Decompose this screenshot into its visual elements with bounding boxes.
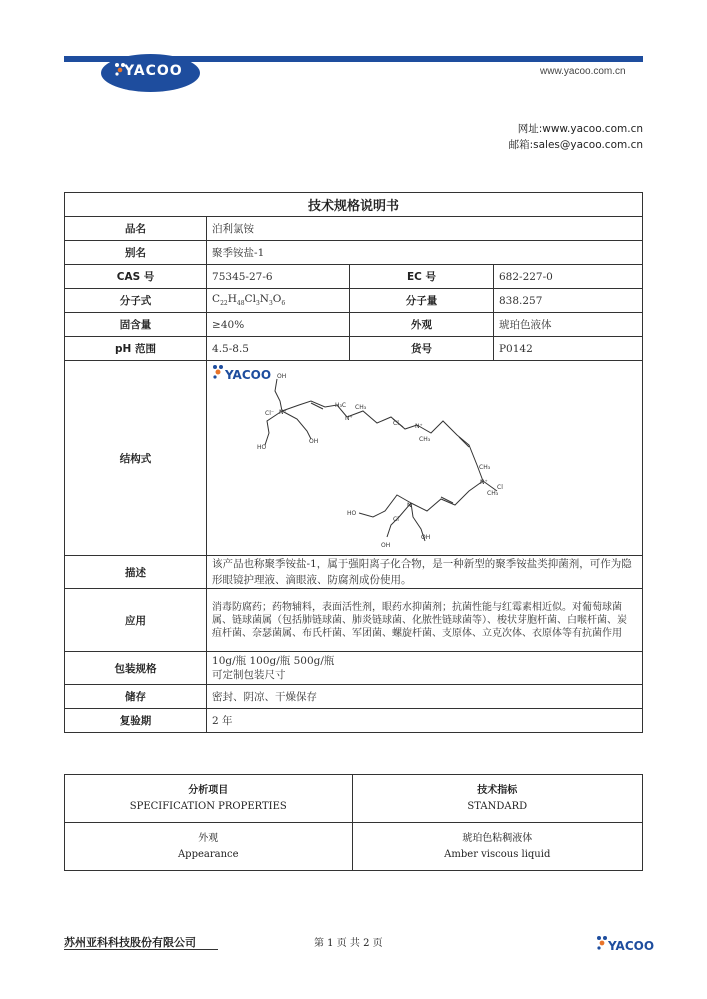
cas-value: 75345-27-6: [207, 265, 350, 289]
analysis-header-2: [352, 775, 642, 823]
row1-std-en: Amber viscous liquid: [444, 848, 551, 860]
retest-value: 2 年: [207, 709, 643, 733]
ho-label-1: HO: [257, 444, 267, 451]
nplus-label-2: N⁺: [345, 415, 353, 422]
appearance-value: 琥珀色液体: [493, 313, 642, 337]
oh-label-3: OH: [421, 534, 431, 541]
alias-label: 别名: [65, 241, 207, 265]
col1-en: SPECIFICATION PROPERTIES: [129, 800, 287, 812]
svg-text:YACOO: YACOO: [608, 939, 655, 953]
name-label: 品名: [65, 217, 207, 241]
structure-logo: [213, 365, 271, 382]
cl-label-2: Cl: [393, 420, 399, 427]
cas-label: CAS 号: [65, 265, 207, 289]
col2-cn: 技术指标: [477, 784, 518, 796]
ph-label: pH 范围: [65, 337, 207, 361]
footer-underline: [64, 949, 218, 950]
name-value: 泊利氯铵: [207, 217, 643, 241]
app-value: 消毒防腐药；药物辅料，表面活性剂，眼药水抑菌剂；抗菌性能与红霉素相近似。对葡萄球菌属、链球菌属（包括肺链球菌、肺炎链球菌、化脓性链球菌等）、梭状芽胞杆菌、白喉杆菌、炭疽杆菌、奈瑟菌属、布氏杆菌、军团菌、螺旋杆菌、支原体、立克次体、衣原体等有抗菌作用: [207, 589, 643, 652]
ch3-label-4: CH₃: [487, 490, 499, 497]
analysis-table: [64, 774, 643, 871]
logo-text: YACOO: [124, 63, 183, 79]
ch3-label-3: CH₃: [479, 464, 491, 471]
app-label: 应用: [65, 589, 207, 652]
ho-label-2: HO: [347, 510, 357, 517]
ch3-label-1: CH₃: [355, 404, 367, 411]
ch3-label-2: CH₃: [419, 436, 431, 443]
cl-label-3: Cl: [497, 484, 503, 491]
formula-label: 分子式: [65, 289, 207, 313]
footer-company: 苏州亚科科技股份有限公司: [64, 936, 196, 949]
alias-value: 聚季铵盐-1: [207, 241, 643, 265]
storage-value: 密封、阴凉、干燥保存: [207, 685, 643, 709]
footer-logo: [596, 934, 655, 953]
website-banner[interactable]: www.yacoo.com.cn: [540, 66, 626, 77]
row1-std-cn: 琥珀色粘稠液体: [462, 832, 533, 844]
nplus-label-5: N: [407, 502, 412, 509]
analysis-row-1-standard: [352, 823, 642, 871]
row1-en: Appearance: [177, 848, 239, 860]
analysis-header-1: [65, 775, 353, 823]
row1-cn: 外观: [198, 832, 219, 844]
storage-label: 储存: [65, 685, 207, 709]
ec-label: EC 号: [350, 265, 494, 289]
solid-label: 固含量: [65, 313, 207, 337]
contact-block: [509, 121, 643, 153]
svg-text:YACOO: YACOO: [225, 368, 272, 382]
nplus-label-4: N⁺: [480, 479, 488, 486]
oh-label-1: OH: [277, 373, 287, 380]
cl-label-4: Cl: [393, 516, 399, 523]
desc-value: 该产品也称聚季铵盐-1，属于强阳离子化合物，是一种新型的聚季铵盐类抑菌剂，可作为隐形眼镜护理液、滴眼液、防腐剂成份使用。: [207, 556, 643, 589]
item-label: 货号: [350, 337, 494, 361]
spec-table: [64, 192, 643, 733]
structure-cell: [207, 361, 643, 556]
appearance-label: 外观: [350, 313, 494, 337]
pack-label: 包装规格: [65, 652, 207, 685]
email-line[interactable]: 邮箱:sales@yacoo.com.cn: [508, 139, 643, 151]
oh-label-2: OH: [309, 438, 319, 445]
solid-value: ≥40%: [207, 313, 350, 337]
mw-label: 分子量: [350, 289, 494, 313]
website-line[interactable]: 网址:www.yacoo.com.cn: [517, 123, 643, 135]
pack-line-2: 可定制包装尺寸: [212, 669, 286, 681]
ec-value: 682-227-0: [493, 265, 642, 289]
desc-label: 描述: [65, 556, 207, 589]
item-value: P0142: [493, 337, 642, 361]
retest-label: 复验期: [65, 709, 207, 733]
cl-label-1: Cl⁻: [265, 410, 275, 417]
structure-diagram: [207, 361, 637, 553]
col1-cn: 分析项目: [188, 784, 229, 796]
pack-value: [207, 652, 643, 685]
oh-label-4: OH: [381, 542, 391, 549]
col2-en: STANDARD: [467, 800, 528, 812]
nplus-label-1: N⁺: [279, 409, 287, 416]
mw-value: 838.257: [493, 289, 642, 313]
pack-line-1: 10g/瓶 100g/瓶 500g/瓶: [212, 655, 335, 667]
ph-value: 4.5-8.5: [207, 337, 350, 361]
analysis-row-1-item: [65, 823, 353, 871]
h3c-label-1: H₃C: [335, 402, 347, 409]
structure-label: 结构式: [65, 361, 207, 556]
nplus-label-3: N⁺: [415, 423, 423, 430]
spec-title: 技术规格说明书: [65, 193, 643, 217]
footer-page-number: 第 1 页 共 2 页: [314, 938, 383, 949]
formula-value: $C_{22}H_{48}Cl_3N_3O_6$: [207, 289, 350, 313]
